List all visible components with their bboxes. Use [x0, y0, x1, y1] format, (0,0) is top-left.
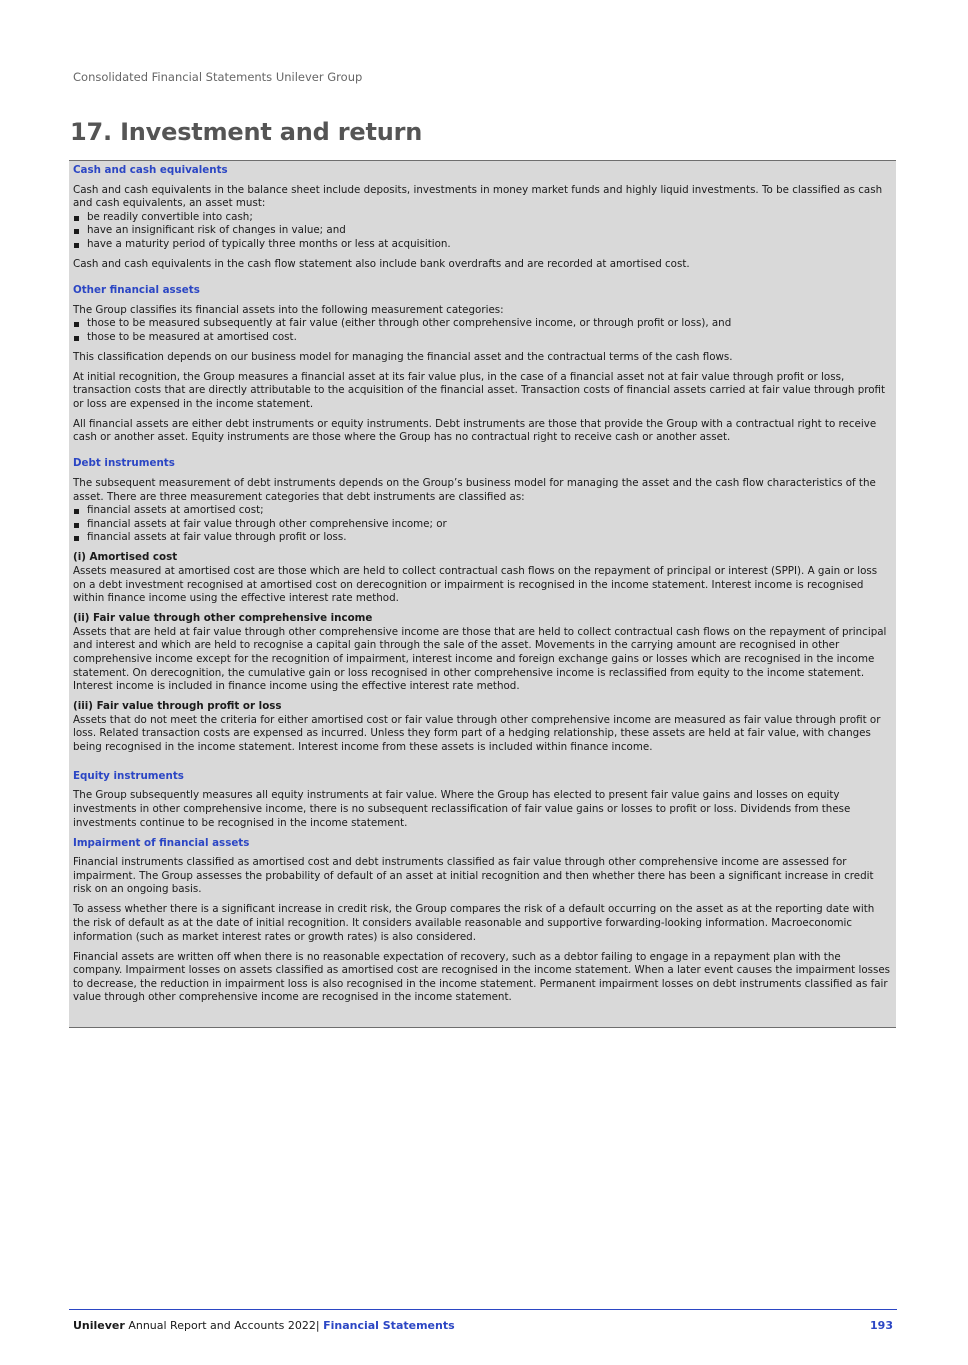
fvtpl-subheading: (iii) Fair value through profit or loss	[73, 700, 282, 713]
equity-instruments-heading: Equity instruments	[73, 769, 184, 782]
list-item: financial assets at fair value through profit or loss.	[73, 531, 891, 545]
running-header: Consolidated Financial Statements Unilever Group	[73, 70, 363, 84]
other-intro: The Group classifies its financial assets into the following measurement categories:	[73, 303, 504, 316]
cash-heading: Cash and cash equivalents	[73, 164, 228, 176]
cash-closing: Cash and cash equivalents in the cash flow statement also include bank overdrafts and are recorded at amortised cost.	[73, 257, 690, 270]
footer-report-line	[73, 1319, 455, 1332]
debt-instruments-heading: Debt instruments	[73, 457, 175, 470]
impairment-paragraph: Financial instruments classified as amortised cost and debt instruments classified as fair value through other comprehensive income are assessed for impairment. The Group assesses the probability of default of an asset at initial recognition and then whether there has been a significant increase in credit risk on an ongoing basis.	[73, 856, 874, 896]
footer-divider	[69, 1309, 897, 1310]
cash-criteria-list	[73, 211, 891, 252]
footer-report-title: Annual Report and Accounts 2022	[128, 1319, 316, 1332]
list-item: have an insignificant risk of changes in value; and	[73, 224, 891, 238]
other-financial-assets-heading: Other financial assets	[73, 283, 200, 296]
measurement-categories-list	[73, 317, 891, 344]
impairment-paragraph: To assess whether there is a significant increase in credit risk, the Group compares the risk of a default occurring on the asset as at the reporting date with the risk of default as at the date of initial recognition. It considers available reasonable and supportive forwarding-looking information. Macroeconomic information (such as market interest rates or growth rates) is also considered.	[73, 903, 875, 943]
list-item: financial assets at amortised cost;	[73, 504, 891, 518]
fvoci-text: Assets that are held at fair value through other comprehensive income are those that are held to collect contractual cash flows on the repayment of principal and interest and which are held to recognise a capital gain through the sale of the asset. Movements in the carrying amount are recognised in other comprehensive income except for the recognition of impairment, interest income and foreign exchange gains or losses which are recognised in the income statement. On derecognition, the cumulative gain or loss recognised in other comprehensive income is reclassified from equity to the income statement. Interest income is included in finance income using the effective interest rate method.	[73, 625, 887, 693]
other-paragraph: At initial recognition, the Group measures a financial asset at its fair value plus, in the case of a financial asset not at fair value through profit or loss, transaction costs that are directly attributable to the acquisition of the financial asset. Transaction costs of financial assets carried at fair value through profit or loss are expensed in the income statement.	[73, 370, 886, 410]
page-title: 17. Investment and return	[70, 118, 423, 146]
impairment-heading: Impairment of financial assets	[73, 836, 250, 849]
page-number: 193	[870, 1319, 893, 1332]
list-item: have a maturity period of typically three months or less at acquisition.	[73, 238, 891, 252]
debt-categories-list	[73, 504, 891, 545]
footer-section-link[interactable]: Financial Statements	[323, 1319, 455, 1332]
accounting-policies-panel	[69, 160, 896, 1028]
amortised-cost-text: Assets measured at amortised cost are those which are held to collect contractual cash flows on the repayment of principal or interest (SPPI). A gain or loss on a debt investment recognised at amortised cost on derecognition or impairment is recognised in the income statement. Interest income is recognised within finance income using the effective interest rate method.	[73, 564, 878, 605]
debt-intro: The subsequent measurement of debt instruments depends on the Group’s business model for managing the asset and the cash flow characteristics of the asset. There are three measurement categories that debt instruments are classified as:	[73, 477, 876, 503]
other-paragraph: This classification depends on our business model for managing the financial asset and the contractual terms of the cash flows.	[73, 350, 733, 363]
footer-separator: |	[315, 1319, 320, 1332]
list-item: those to be measured at amortised cost.	[73, 331, 891, 345]
fvtpl-text: Assets that do not meet the criteria for either amortised cost or fair value through other comprehensive income are measured as fair value through profit or loss. Related transaction costs are expensed as incurred. Unless they form part of a hedging relationship, these assets are held at fair value, with changes being recognised in the income statement. Interest income from these assets is included within finance income.	[73, 713, 881, 753]
footer-brand: Unilever	[73, 1319, 125, 1332]
impairment-paragraph: Financial assets are written off when there is no reasonable expectation of recovery, such as a debtor failing to engage in a repayment plan with the company. Impairment losses on assets classified as amortised cost are recognised in the income statement. When a later event causes the impairment losses to decrease, the reduction in impairment loss is also recognised in the income statement. Permanent impairment losses on debt instruments classified as fair value through other comprehensive income are recognised in the income statement.	[73, 950, 891, 1004]
fvoci-subheading: (ii) Fair value through other comprehensive income	[73, 612, 373, 625]
equity-text: The Group subsequently measures all equity instruments at fair value. Where the Group has elected to present fair value gains and losses on equity investments in other comprehensive income, there is no subsequent reclassification of fair value gains or losses to profit or loss. Dividends from these investments continue to be recognised in the income statement.	[73, 789, 851, 829]
list-item: those to be measured subsequently at fair value (either through other comprehensive income, or through profit or loss), and	[73, 317, 891, 331]
list-item: be readily convertible into cash;	[73, 211, 891, 225]
list-item: financial assets at fair value through other comprehensive income; or	[73, 518, 891, 532]
amortised-cost-subheading: (i) Amortised cost	[73, 551, 178, 564]
other-paragraph: All financial assets are either debt instruments or equity instruments. Debt instruments are those that provide the Group with a contractual right to receive cash or another asset. Equity instruments are those where the Group has no contractual right to receive cash or another asset.	[73, 417, 877, 444]
cash-intro: Cash and cash equivalents in the balance sheet include deposits, investments in money market funds and highly liquid investments. To be classified as cash and cash equivalents, an asset must:	[73, 183, 883, 210]
